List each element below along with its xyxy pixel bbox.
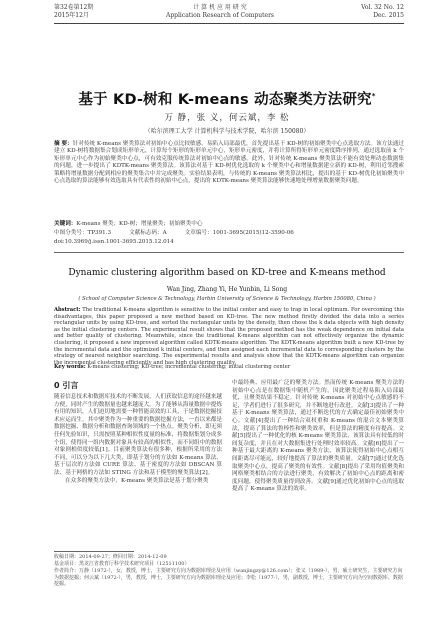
keywords-en-text: K-means clustering; KD-tree; incremental clustering; initial clustering center [87,364,291,370]
body-column-right [232,380,404,494]
clc-number: 中图分类号：TP391.3 [54,230,112,236]
title-footnote-mark: * [371,92,376,101]
publication-date: 2015年12月 [54,12,89,19]
body-column-left [54,394,222,485]
abstract-en-text: The traditional K-means algorithm is sensitive to the initial center and easy to trap in local optimum. For overcoming this disadvantages, this paper proposed a new method based on KD-tree. The new method firstly divided the data into a series rectangular units by using KD-tree, and sorted the rectangular units by the density, then chose the k data objects with high density as the initial clustering centers. The experimental result shows that the proposed method has the weak dependence on initial data and better quality of clustering. Meanwhile, since the traditional K-means algorithm can not effectively organize the dynamic clustering, it proposed a new improved algorithm called KDTK-means algorithm. The KDTK-means algorithm built a new KD-tree by the incremental data and the optimized k initial centers, and then assigned each incremental data to corresponding clusters by the strategy of nearest neighbor searching. The experimental results and analysis show that the KDTK-means algorithm can organize the incremental clustering efficiently and has high clustering quality. [54,307,404,366]
affiliation: （哈尔滨理工大学 计算机科学与技术学院，哈尔滨 150080） [144,128,310,135]
paper-title-text: 基于 KD-树和 K-means 动态聚类方法研究 [78,92,372,108]
article-number: 文章编号：1001-3695(2015)12-3590-06 [184,230,294,236]
section-heading-introduction: 0 引言 [54,381,79,390]
paper-title [40,88,414,109]
footnote-fund: 基金项目：黑龙江省教育厅科学技术研究项目（12511100） [54,561,190,567]
abstract-cn-label: 摘 要： [54,141,73,147]
abstract-cn [54,141,404,185]
journal-name-cn: 计 算 机 应 用 研 究 [193,4,247,11]
header-rule [54,23,404,24]
intro-paragraph-continued: 在众多的聚类方法中，K-means 聚类算法是基于划分聚类 [65,477,209,484]
footnote-dates: 收稿日期：2014-09-27；修回日期：2014-12-09 [54,554,167,560]
abstract-en-label: Abstract: [54,307,81,313]
section-divider [54,252,404,253]
journal-name-en: Application Research of Computers [165,12,275,19]
keywords-en-label: Key words: [54,364,86,370]
english-title: Dynamic clustering algorithm based on KD-tree and K-means method [68,268,386,278]
journal-volume-header-en [361,4,404,20]
english-affiliation: ( School of Computer Science & Technology, Harbin University of Science & Technology, Harbin 150080, China ) [78,296,376,302]
doi: doi:10.3969/j.issn.1001-3695.2015.12.014 [54,239,174,245]
english-authors: Wan Jing, Zhang Yi, He Yunbin, Li Song [166,286,288,293]
abstract-cn-text: 针对传统 K-means 聚类算法对初始中心点比较敏感，易陷入局部最优，首先提出基于 KD-树的初始聚类中心点选取方法。该方法通过建立 KD-树将数据集合划成矩形单元，计算每个矩形的矩形单元中心，矩形单元密度，并将计算所得矩形单元密度降序排列，通过选取前 k 个矩形单元中心作为初始聚类中心点，可有效克服传统算法对初始中心点的敏感。此外，针对传统 K-means 聚类算法不能有效处理动态数据集的问题，进一步提出了 KDTK-means 聚类算法。该算法对基于 KD-树优化选取的 k 个聚类中心和增量数据建立新的 KD-树，利用近邻搜索策略将增量数据分配到相应的聚类集合中并完成聚类。实验结果表明，与传统的 K-means 聚类算法相比，提出的基于 KD-树优化初始聚类中心点选取的算法能够有效选取具有代表性的初始中心点，提出的 KDTK-means 聚类算法能够快速地处理增量数据聚类问题。 [54,141,404,185]
footnote-author-bio: 作者简介：万静（1972-），女，教授，博士，主要研究方向为数据库理论及应用（wanjingzy@126.com）；张义（1989-），男，硕士研究生，主要研究方向为数据挖掘；何云斌（1972-），男，教授，博士，主要研究方向为数据库理论及应用；李松（1977-），男，副教授，博士，主要研究方向为空间数据库、数据挖掘。 [54,568,403,588]
footnote-rule [54,551,134,552]
author-list: 万 静，张 义，何云斌，李 松 [164,113,290,123]
publication-date-en: Dec. 2015 [373,12,404,19]
document-code: 文献标志码：A [129,230,167,236]
volume-issue-en: Vol. 32 No. 12 [361,4,404,11]
volume-issue: 第32卷第12期 [54,4,94,11]
classification-row [54,230,404,237]
related-work-paragraph: 中最经典、应用最广泛的聚类方法。然而传统 K-means 聚类方法的初始中心点是在数据集中随机产生的，因此聚类过程易陷入局部最优，且聚类结果不稳定。针对传统 K-means 对初始中心点敏感的不足，学者们进行了很多研究，并不断地进行改进。文献[3]提出了一种基于 K-means 聚类算法，通过不断迭代的方式确定最佳初始聚类中心。文献[4]提出了一种结合双权重和 K-means 的混合文本聚类算法，提高了算法的鲁棒性和聚类效率，但是算法的精度有待提高。文献[5]提出了一种优化的核 K-means 聚类算法，该算法具有较低的时间复杂度，并且在对大数据集进行处理时效率较高。文献[6]提出了一种基于最大距离的 K-means 聚类方法，该算法使得初始中心点相互间距离尽可能远，较好地提高了算法的聚类质量。文献[7]通过优化选取聚类中心点，提高了聚类的有效性。文献[8]提出了采用均值聚类和网格聚类相结合的方法进行聚类，有效解决了初始中心点的距离和密度问题，使得聚类质量得到改善。文献[9]通过优化初始中心点的选取提高了 K-means 算法的效率。 [232,380,404,493]
keywords-cn [54,221,404,228]
keywords-en [54,364,404,371]
abstract-en [54,307,404,366]
intro-paragraph: 随着信息技术和数据库技术的不断发展，人们获取信息的途径越来越方便，同时产生的数据量也越来越庞大。为了能够从海量数据中提炼有用的知识，人们迫切地需要一种智能高效的工具，于是数据挖掘技术应运而生。其中聚类作为一种重要的数据挖掘方法，一直以来都是数据挖掘、数据分析和数据查询领域的一个热点。聚类分析，即无须任何先验知识，只需按照某种相似性度量的标准，将数据集划分成多个组，使得同一组内数据对象具有较高的相似性，而不同组中的数据对象则相似度较低[1]。目前聚类算法有很多种，根据所采用的方法不同，可以分为以下几大类，即基于划分的方法如 K-means 算法、基于层次的方法如 CURE 算法、基于密度的方法如 DBSCAN 算法、基于网格的方法如 STING 方法和基于模型的聚类算法[2]。 [54,394,222,476]
keywords-cn-text: K-means 聚类；KD-树；增量聚类；初始聚类中心 [76,221,203,227]
keywords-cn-label: 关键词： [54,221,77,227]
